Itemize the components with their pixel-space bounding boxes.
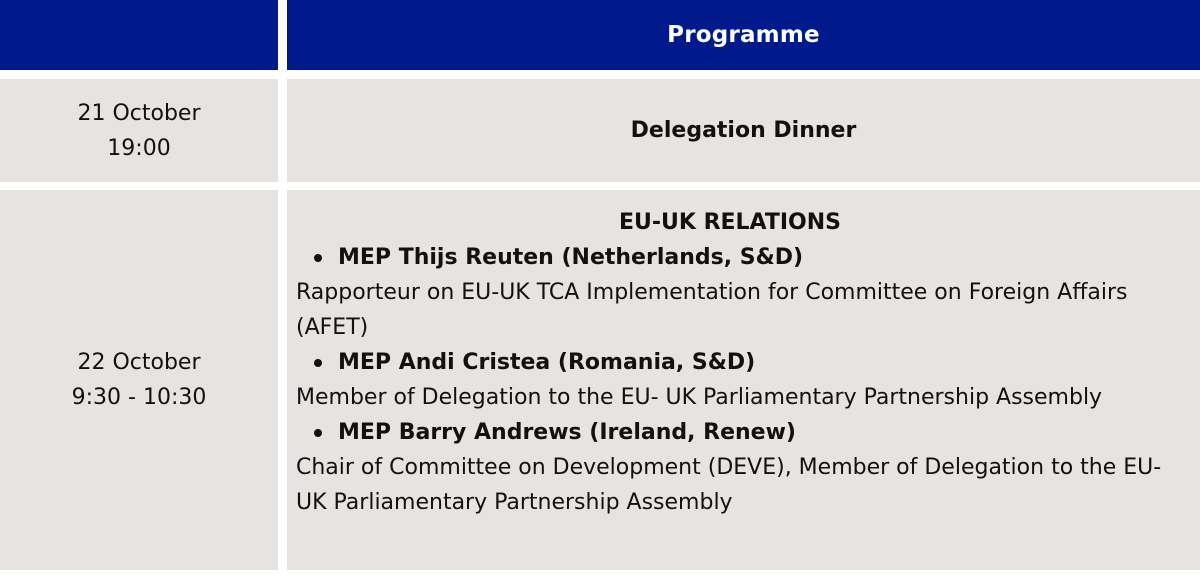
speaker-role: Rapporteur on EU-UK TCA Implementation for Committee on Foreign Affairs (AFET) — [296, 280, 1128, 340]
row-1-time: 19:00 — [107, 135, 171, 161]
session-content — [296, 205, 1176, 520]
speaker-role: Chair of Committee on Development (DEVE), Member of Delegation to the EU- UK Parliamentary Partnership Assembly — [296, 455, 1162, 515]
row-2-time: 9:30 - 10:30 — [71, 385, 207, 410]
row-1-date: 21 October — [77, 100, 201, 126]
row-2-event-cell — [287, 190, 1200, 570]
row-1-event-cell — [287, 79, 1200, 182]
bullet-icon — [314, 359, 322, 367]
row-1-datetime-cell — [0, 79, 278, 182]
speaker-name: MEP Andi Cristea (Romania, S&D) — [338, 350, 756, 375]
session-title: EU-UK RELATIONS — [618, 210, 842, 235]
speaker-name: MEP Barry Andrews (Ireland, Renew) — [338, 420, 796, 445]
speaker-item — [296, 415, 1176, 450]
header-title-cell — [287, 0, 1200, 70]
header-empty-cell — [0, 0, 278, 70]
row-2-date: 22 October — [77, 350, 201, 375]
programme-title: Programme — [667, 22, 820, 48]
speaker-role: Member of Delegation to the EU- UK Parliamentary Partnership Assembly — [296, 385, 1103, 410]
bullet-icon — [314, 429, 322, 437]
row-1-event-title: Delegation Dinner — [630, 118, 857, 143]
row-2-datetime-cell — [0, 190, 278, 570]
bullet-icon — [314, 254, 322, 262]
speaker-item — [296, 345, 1176, 380]
speaker-item — [296, 240, 1176, 275]
speaker-name: MEP Thijs Reuten (Netherlands, S&D) — [338, 245, 804, 270]
